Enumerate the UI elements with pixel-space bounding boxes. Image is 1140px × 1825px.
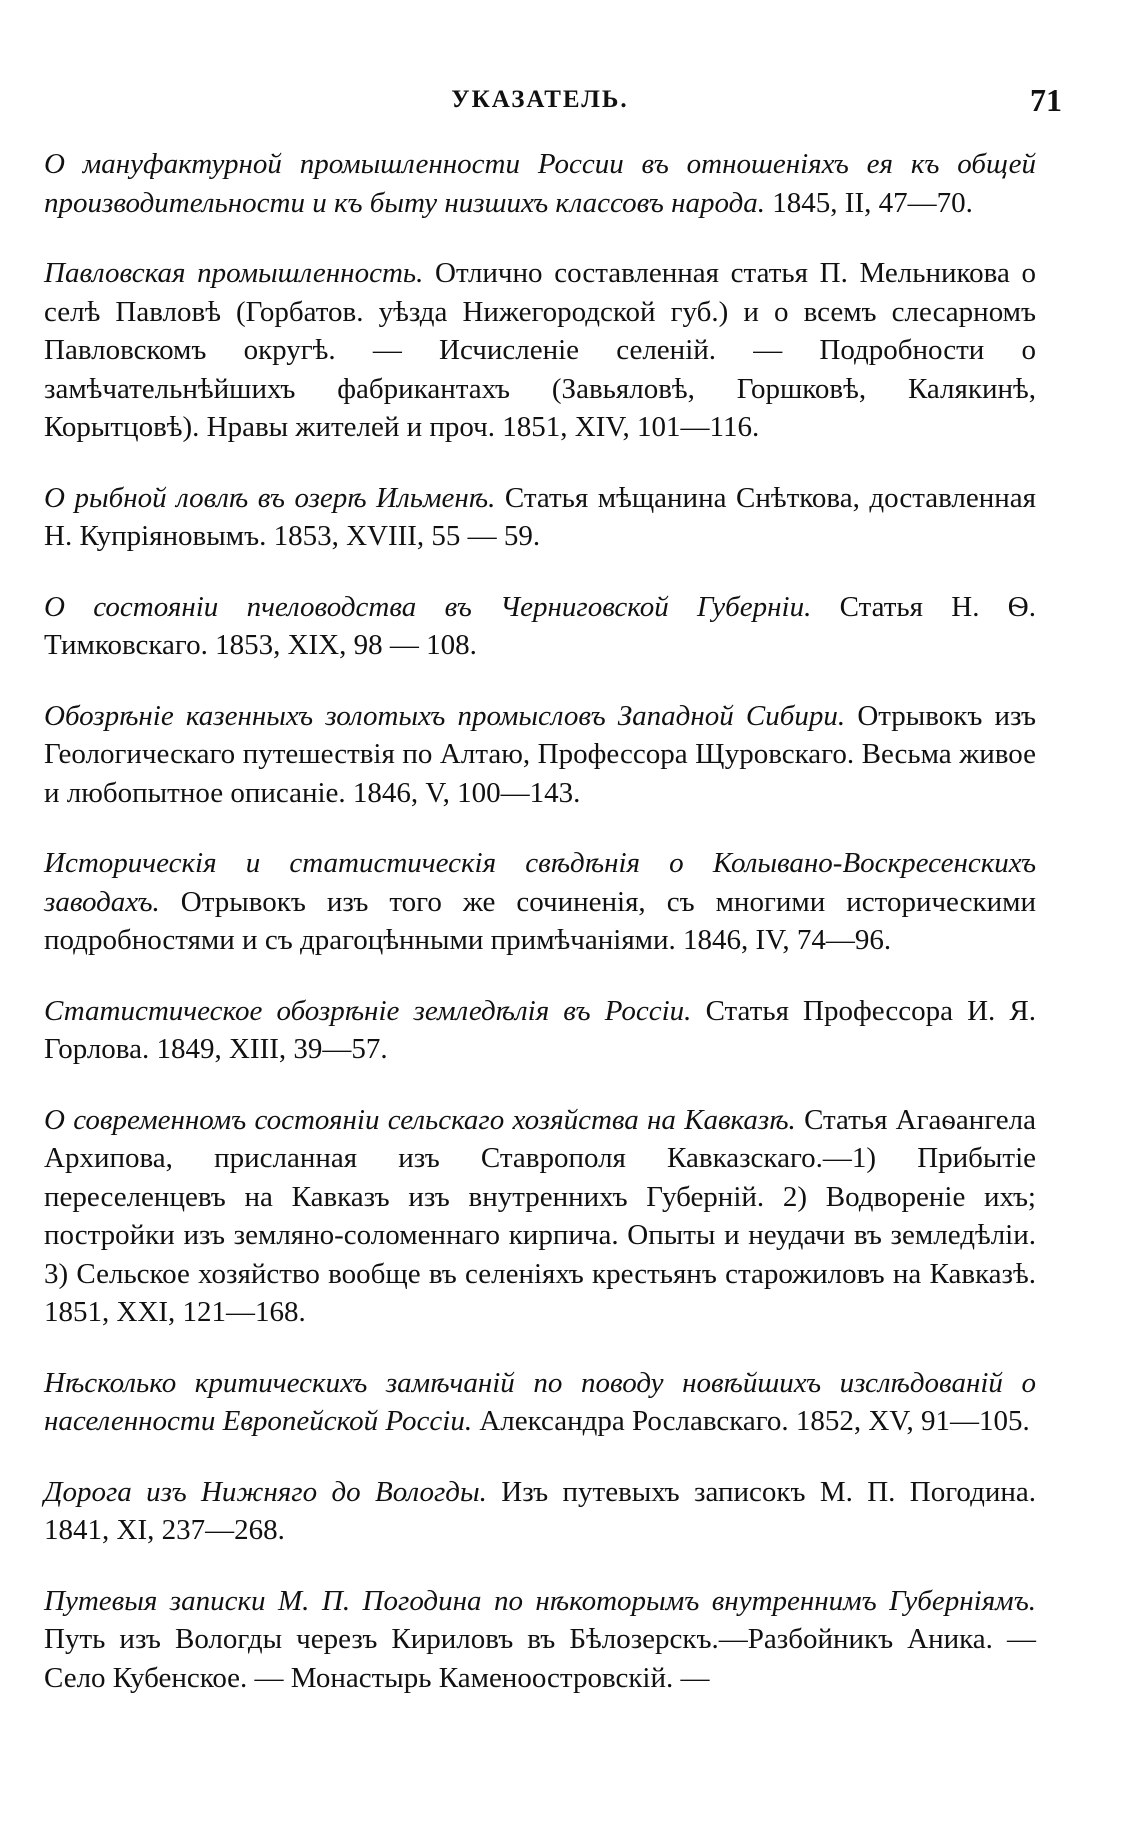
- index-entry: [44, 1582, 1036, 1698]
- entry-body: 1845, II, 47—70.: [772, 186, 973, 219]
- entry-title: О состояніи пчеловодства въ Черниговской Губерніи.: [44, 590, 812, 623]
- entry-body: Статья мѣщанина Снѣткова, доставленная Н. Купріяновымъ. 1853, XVIII, 55 — 59.: [44, 481, 1037, 552]
- entry-title: О мануфактурной промышленности России въ отношеніяхъ ея къ общей производительности и къ быту низшихъ классовъ народа.: [44, 148, 1036, 219]
- entry-title: Статистическое обозрѣніе земледѣлія въ Россіи.: [44, 994, 692, 1027]
- entry-body: Изъ путевыхъ записокъ М. П. Погодина. 1841, XI, 237—268.: [44, 1475, 1036, 1546]
- entry-body: Отлично составленная статья П. Мельникова о селѣ Павловѣ (Горбатов. уѣзда Нижегородской губ.) и о всемъ слесарномъ Павловскомъ округѣ. — Исчисленіе селеній. — Подробности о замѣчательнѣйшихъ фабрикантахъ (Завьяловѣ, Горшковѣ, Калякинѣ, Корытцовѣ). Нравы жителей и проч. 1851, XIV, 101—116.: [44, 257, 1037, 443]
- entry-title: Павловская промышленность.: [44, 257, 424, 289]
- index-entries: [44, 145, 1036, 1729]
- entry-title: Путевыя записки М. П. Погодина по нѣкоторымъ внутреннимъ Губерніямъ.: [44, 1584, 1036, 1617]
- entry-body: Отрывокъ изъ того же сочиненія, съ многими историческими подробностями и съ драгоцѣнными примѣчаніями. 1846, IV, 74—96.: [44, 885, 1036, 956]
- page-number: 71: [1030, 82, 1062, 118]
- index-entry: [44, 588, 1036, 665]
- index-entry: [44, 1101, 1036, 1332]
- index-entry: [44, 697, 1036, 813]
- index-entry: [44, 254, 1036, 447]
- running-head: [40, 82, 1062, 126]
- entry-title: Нѣсколько критическихъ замѣчаній по поводу новѣйшихъ изслѣдованій о населенности Европейской Россіи.: [44, 1366, 1036, 1437]
- entry-body: Статья Агаѳангела Архипова, присланная изъ Ставрополя Кавказскаго.—1) Прибытіе переселенцевъ на Кавказъ изъ внутреннихъ Губерній. 2) Водвореніе ихъ; постройки изъ землянo-соломеннаго кирпича. Опыты и неудачи въ земледѣліи. 3) Сельское хозяйство вообще въ селеніяхъ крестьянъ старожиловъ на Кавказѣ. 1851, XXI, 121—168.: [44, 1103, 1036, 1328]
- entry-body: Статья Профессора И. Я. Горлова. 1849, XIII, 39—57.: [44, 994, 1037, 1065]
- entry-body: Статья Н. Ѳ. Тимковскаго. 1853, XIX, 98 — 108.: [44, 590, 1036, 661]
- entry-title: О рыбной ловлѣ въ озерѣ Ильменѣ.: [44, 481, 496, 514]
- entry-body: Александра Рославскаго. 1852, XV, 91—105.: [479, 1405, 1030, 1437]
- entry-title: Дорога изъ Нижняго до Вологды.: [44, 1475, 487, 1508]
- index-entry: [44, 844, 1036, 960]
- index-entry: [44, 992, 1036, 1069]
- index-entry: [44, 1473, 1036, 1550]
- page-title: УКАЗАТЕЛЬ.: [451, 86, 629, 113]
- index-entry: [44, 145, 1036, 222]
- index-entry: [44, 479, 1036, 556]
- entry-body: Отрывокъ изъ Геологическаго путешествія по Алтаю, Профессора Щуровскаго. Весьма живое и любопытное описаніе. 1846, V, 100—143.: [44, 699, 1037, 809]
- entry-title: О современномъ состояніи сельскаго хозяйства на Кавказѣ.: [44, 1103, 796, 1136]
- entry-body: Путь изъ Вологды черезъ Кириловъ въ Бѣлозерскъ.—Разбойникъ Аника. — Село Кубенское. — Монастырь Каменоостровскій. —: [44, 1623, 1036, 1694]
- entry-title: Обозрѣніе казенныхъ золотыхъ промысловъ Западной Сибири.: [44, 699, 846, 732]
- entry-title: Историческія и статистическія свѣдѣнія о Колывано-Воскресенскихъ заводахъ.: [44, 847, 1036, 918]
- index-entry: [44, 1364, 1036, 1441]
